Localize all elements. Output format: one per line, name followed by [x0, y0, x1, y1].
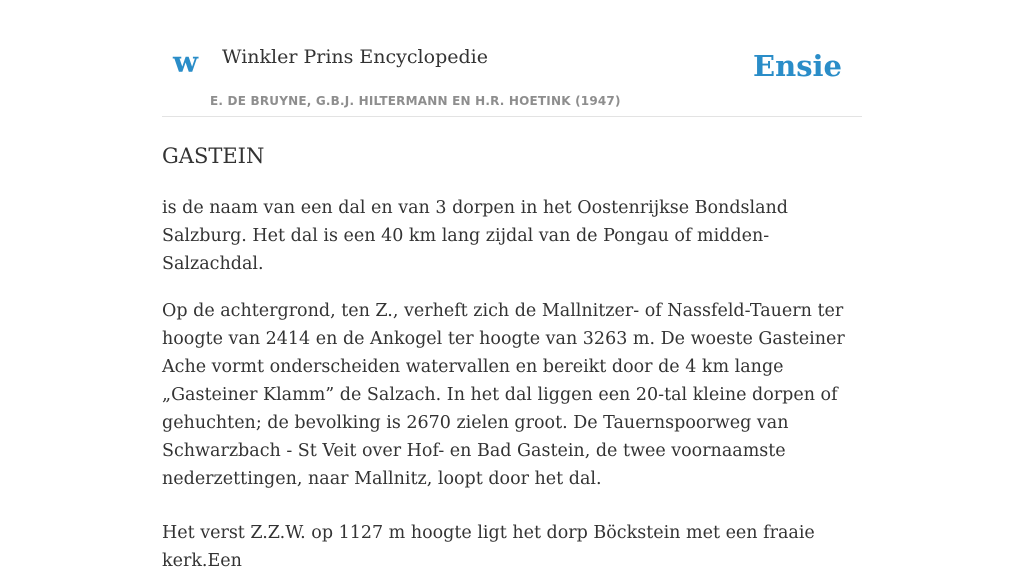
book-authors: E. DE BRUYNE, G.B.J. HILTERMANN EN H.R. HOETINK (1947) [210, 94, 621, 108]
entry-title: GASTEIN [162, 144, 265, 168]
entry-paragraph: Op de achtergrond, ten Z., verheft zich de Mallnitzer- of Nassfeld-Tauern ter hoogte van 2414 en de Ankogel ter hoogte van 3263 m. De woeste Gasteiner Ache vormt onderscheiden watervallen en bereikt door de 4 km lange „Gasteiner Klamm” de Salzach. In het dal liggen een 20-tal kleine dorpen of gehuchten; de bevolking is 2670 zielen groot. De Tauernspoorweg van Schwarzbach - St Veit over Hof- en Bad Gastein, de twee voornaamste nederzettingen, naar Mallnitz, loopt door het dal. [162, 301, 845, 489]
ensie-logo[interactable]: Ensie [753, 49, 842, 83]
page [162, 0, 862, 571]
entry-paragraph: Het verst Z.Z.W. op 1127 m hoogte ligt het dorp Böckstein met een fraaie kerk.Een [162, 523, 815, 571]
entry-paragraph: is de naam van een dal en van 3 dorpen in het Oostenrijkse Bondsland Salzburg. Het dal is een 40 km lang zijdal van de Pongau of midden-Salzachdal. [162, 198, 789, 274]
book-title-link[interactable]: Winkler Prins Encyclopedie [222, 46, 488, 68]
encyclopedia-logo-icon[interactable]: w [173, 45, 198, 79]
site-header [162, 0, 862, 117]
